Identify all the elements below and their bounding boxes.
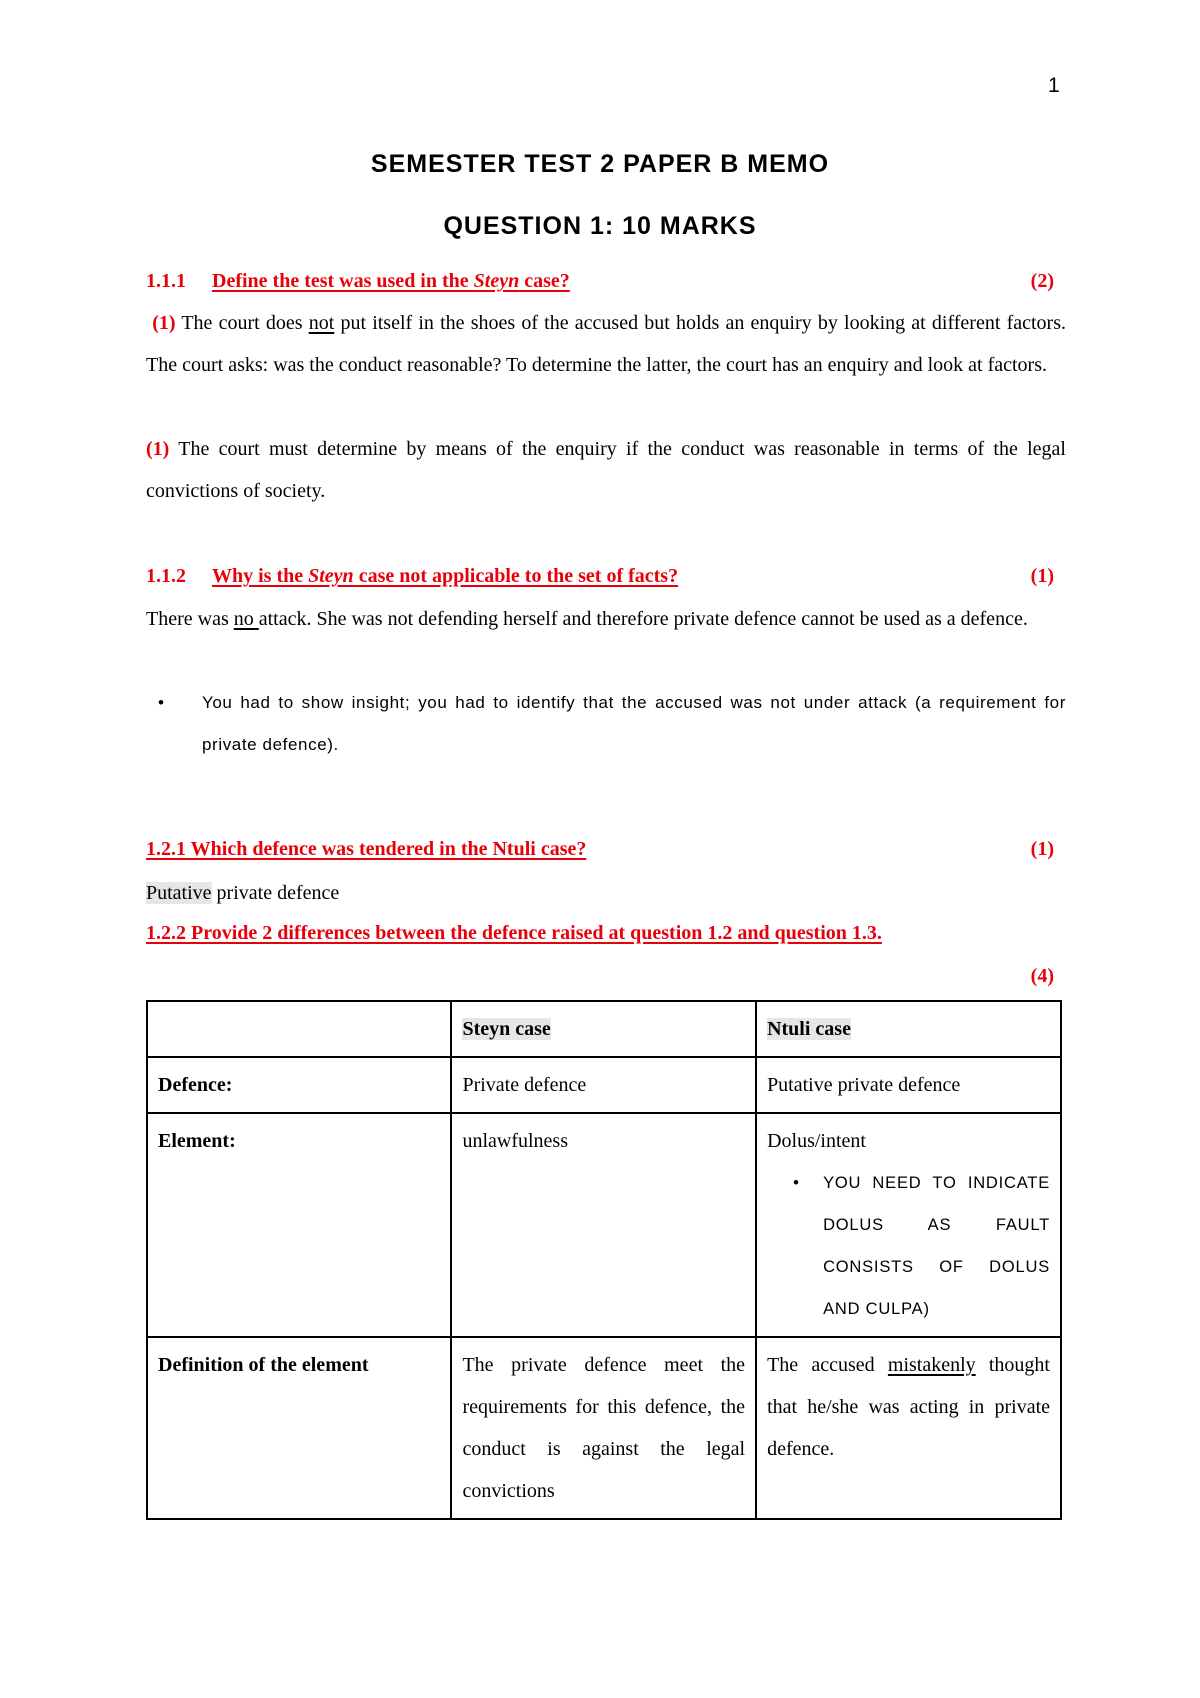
table-cell: The private defence meet the requirements for this defence, the conduct is against the legal convictions [451,1337,756,1519]
page-number: 1 [1048,74,1060,97]
row-label: Defence: [147,1057,451,1113]
table-cell [147,1001,451,1057]
question-number: 1.1.2 [146,565,186,587]
row-label: Element: [147,1113,451,1337]
table-row [147,1113,1061,1337]
table-cell: unlawfulness [451,1113,756,1337]
answer-1-1-1-paragraph-1: (1) The court does not put itself in the shoes of the accused but holds an enquiry by looking at different factors. The court asks: was the conduct reasonable? To determine the latter, the court has an enquiry and look at factors. [146,312,1066,376]
bullet-icon: • [158,693,164,712]
question-mark: (2) [1030,270,1054,292]
mark-marker: (1) [152,312,176,334]
question-mark: (1) [1030,565,1054,587]
table-cell: The accused mistakenly thought that he/she was acting in private defence. [756,1337,1061,1519]
document-title: SEMESTER TEST 2 PAPER B MEMO [370,150,830,178]
question-mark: (1) [1030,838,1054,860]
answer-1-2-1: Putative private defence [146,882,340,904]
answer-1-1-2-paragraph: There was no attack. She was not defending herself and therefore private defence cannot be used as a defence. [146,608,1028,630]
question-1-1-2: 1.1.2 Why is the Steyn case not applicable to the set of facts? (1) [146,565,1054,587]
table-cell: Putative private defence [756,1057,1061,1113]
table-row [147,1337,1061,1519]
table-header-ntuli: Ntuli case [756,1001,1061,1057]
table-header-steyn: Steyn case [451,1001,756,1057]
bullet-icon: • [793,1174,800,1192]
highlighted-word: Putative [146,882,212,904]
question-number: 1.1.1 [146,270,186,292]
question-mark: (4) [1030,965,1054,987]
question-heading: QUESTION 1: 10 MARKS [443,212,757,240]
insight-bullet: • You had to show insight; you had to identify that the accused was not under attack (a requirement for private defence). [146,682,1066,766]
question-1-1-1: 1.1.1 Define the test was used in the Steyn case? (2) [146,270,1054,292]
question-1-2-1: 1.2.1 Which defence was tendered in the Ntuli case? (1) [146,838,1054,860]
table-cell: Dolus/intent • YOU NEED TO INDICATE DOLUS AS FAULT CONSISTS OF DOLUS AND CULPA) [756,1113,1061,1337]
table-header-row [147,1001,1061,1057]
mark-marker: (1) [146,438,170,460]
answer-1-1-1-paragraph-2: (1) The court must determine by means of the enquiry if the conduct was reasonable in terms of the legal convictions of society. [146,438,1066,502]
question-1-2-2: 1.2.2 Provide 2 differences between the defence raised at question 1.2 and question 1.3. [146,922,882,944]
comparison-table [146,1000,1062,1520]
dolus-bullet: • YOU NEED TO INDICATE DOLUS AS FAULT CONSISTS OF DOLUS AND CULPA) [793,1162,1050,1330]
table-cell: Private defence [451,1057,756,1113]
row-label: Definition of the element [147,1337,451,1519]
table-row [147,1057,1061,1113]
